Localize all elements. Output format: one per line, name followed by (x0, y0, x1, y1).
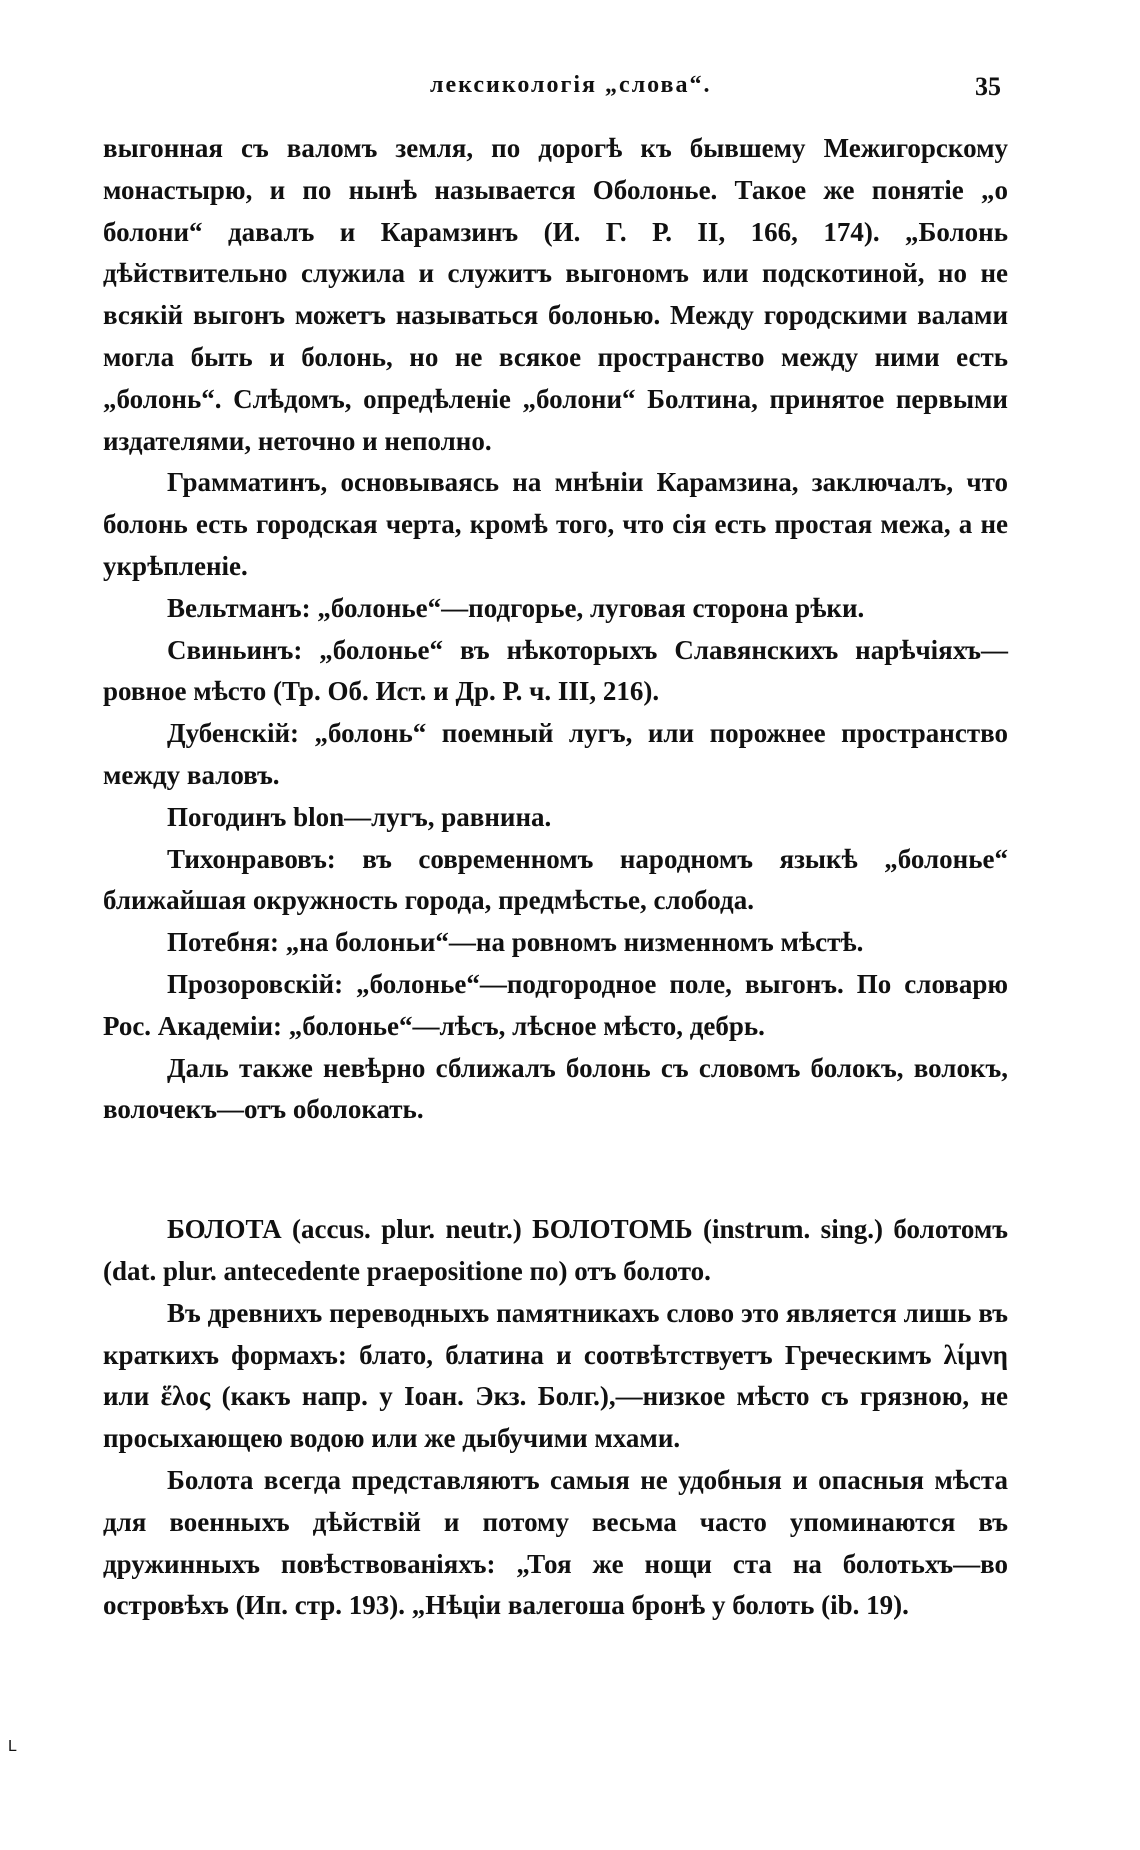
corner-mark: L (8, 1738, 17, 1755)
paragraph: Погодинъ blon—лугъ, равнина. (167, 801, 552, 832)
paragraph: Дубенскій: „болонь“ поемный лугъ, или порожнее пространство между валовъ. (103, 718, 1008, 790)
paragraph: Въ древнихъ переводныхъ памятникахъ слово это является лишь въ краткихъ формахъ: блато, блатина и соотвѣтствуетъ Греческимъ λίμνη или ἕλος (какъ напр. у Іоан. Экз. Болг.),—низкое мѣсто съ грязною, не просыхающею водою или же дыбучими мхами. (103, 1297, 1008, 1454)
entry-heading: БОЛОТА (accus. plur. neutr.) БОЛОТОМЬ (instrum. sing.) болотомъ (dat. plur. antecedente praepositione по) отъ болото. (103, 1214, 1008, 1286)
section-gap (103, 1131, 1008, 1209)
body-text (103, 128, 1008, 1627)
paragraph: Свиньинъ: „болонье“ въ нѣкоторыхъ Славянскихъ нарѣчіяхъ—ровное мѣсто (Тр. Об. Ист. и Др. Р. ч. III, 216). (103, 634, 1008, 707)
paragraph: Потебня: „на болоньи“—на ровномъ низменномъ мѣстѣ. (167, 927, 864, 958)
paragraph: Вельтманъ: „болонье“—подгорье, луговая сторона рѣки. (167, 592, 865, 623)
paragraph: Тихонравовъ: въ современномъ народномъ языкѣ „болонье“ ближайшая окружность города, предмѣстье, слобода. (103, 843, 1008, 916)
page-number: 35 (975, 72, 1001, 101)
paragraph: выгонная съ валомъ земля, по дорогѣ къ бывшему Межигорскому монастырю, и по нынѣ называется Оболонье. Такое же понятіе „о болони“ давалъ и Карамзинъ (И. Г. Р. II, 166, 174). „Болонь дѣйствительно служила и служитъ выгономъ или подскотиной, но не всякій выгонъ можетъ называться болонью. Между городскими валами могла быть и болонь, но не всякое пространство между ними есть „болонь“. Слѣдомъ, опредѣленіе „болони“ Болтина, принятое первыми издателями, неточно и неполно. (103, 133, 1008, 456)
paragraph: Грамматинъ, основываясь на мнѣніи Карамзина, заключалъ, что болонь есть городская черта, кромѣ того, что сія есть простая межа, а не укрѣпленіе. (103, 467, 1008, 581)
paragraph: Прозоровскій: „болонье“—подгородное поле, выгонъ. По словарю Рос. Академіи: „болонье“—лѣсъ, лѣсное мѣсто, дебрь. (103, 968, 1008, 1041)
paragraph: Даль также невѣрно сближалъ болонь съ словомъ болокъ, волокъ, волочекъ—отъ оболокать. (103, 1052, 1008, 1125)
paragraph: Болота всегда представляютъ самыя не удобныя и опасныя мѣста для военныхъ дѣйствій и потому весьма часто упоминаются въ дружинныхъ повѣствованіяхъ: „Тоя же нощи ста на болотьхъ—во островѣхъ (Ип. стр. 193). „Нѣціи валегоша бронѣ у болоть (ib. 19). (103, 1464, 1008, 1621)
running-title: лексикологія „слова“. (430, 72, 712, 98)
